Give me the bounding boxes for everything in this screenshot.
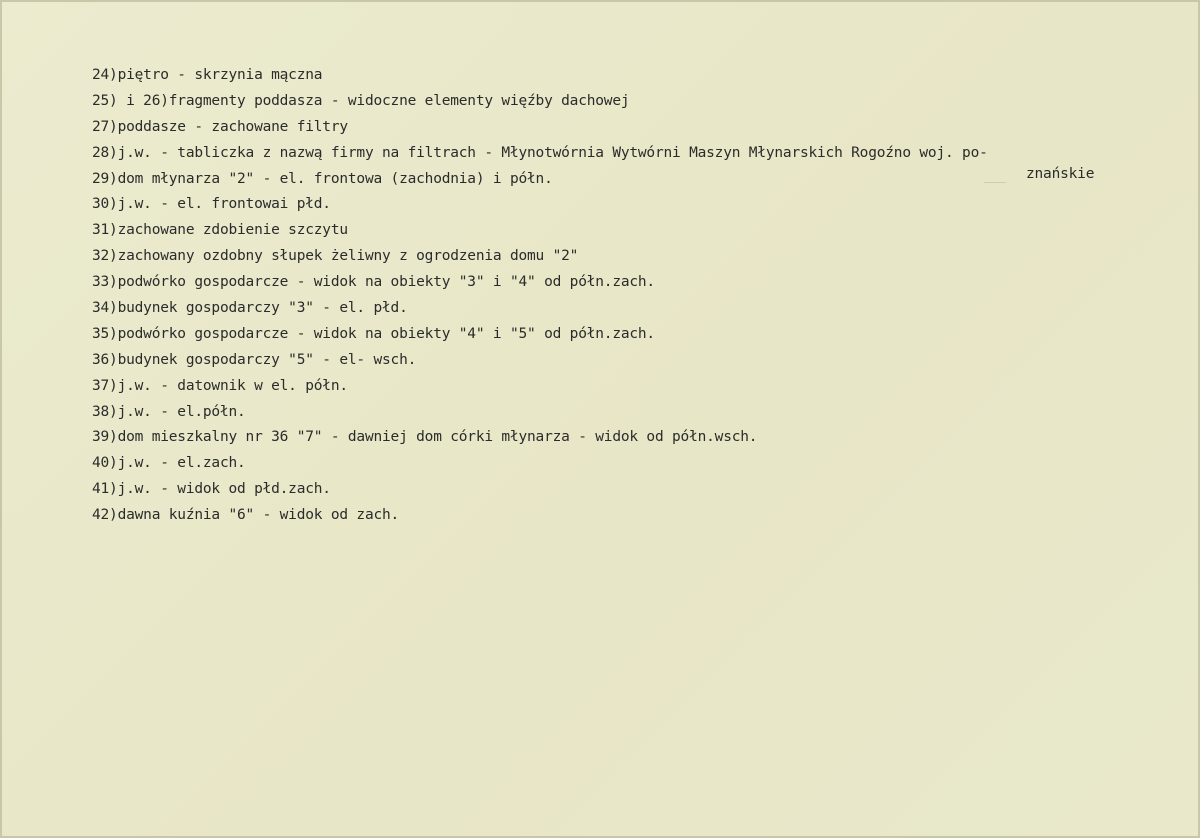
entry-line-40: 40)j.w. - el.zach. bbox=[92, 455, 246, 472]
entry-line-32: 32)zachowany ozdobny słupek żeliwny z ogrodzenia domu "2" bbox=[92, 248, 579, 265]
entry-line-39: 39)dom mieszkalny nr 36 "7" - dawniej dom córki młynarza - widok od półn.wsch. bbox=[92, 429, 758, 446]
line-continuation: znańskie bbox=[1026, 166, 1095, 182]
entry-list bbox=[92, 63, 988, 529]
entry-line-42: 42)dawna kuźnia "6" - widok od zach. bbox=[92, 507, 400, 524]
entry-line-24: 24)piętro - skrzynia mączna bbox=[92, 67, 323, 83]
entry-line-35: 35)podwórko gospodarcze - widok na obiekty "4" i "5" od półn.zach. bbox=[92, 325, 655, 342]
entry-line-30: 30)j.w. - el. frontowai płd. bbox=[92, 196, 331, 213]
entry-line-41: 41)j.w. - widok od płd.zach. bbox=[92, 481, 331, 498]
entry-line-33: 33)podwórko gospodarcze - widok na obiekty "3" i "4" od półn.zach. bbox=[92, 274, 655, 291]
entry-line-27: 27)poddasze - zachowane filtry bbox=[92, 118, 348, 135]
entry-line-29: 29)dom młynarza "2" - el. frontowa (zachodnia) i półn. bbox=[92, 170, 553, 187]
entry-line-28: 28)j.w. - tabliczka z nazwą firmy na filtrach - Młynotwórnia Wytwórni Maszyn Młynarskich Rogoźno woj. po- bbox=[92, 144, 988, 161]
ink-smudge bbox=[984, 182, 1006, 183]
entry-line-38: 38)j.w. - el.półn. bbox=[92, 403, 246, 420]
entry-line-37: 37)j.w. - datownik w el. półn. bbox=[92, 377, 348, 394]
entry-line-25-26: 25) i 26)fragmenty poddasza - widoczne elementy więźby dachowej bbox=[92, 92, 630, 109]
entry-line-36: 36)budynek gospodarczy "5" - el- wsch. bbox=[92, 351, 417, 368]
entry-line-31: 31)zachowane zdobienie szczytu bbox=[92, 222, 348, 239]
entry-line-34: 34)budynek gospodarczy "3" - el. płd. bbox=[92, 300, 408, 317]
